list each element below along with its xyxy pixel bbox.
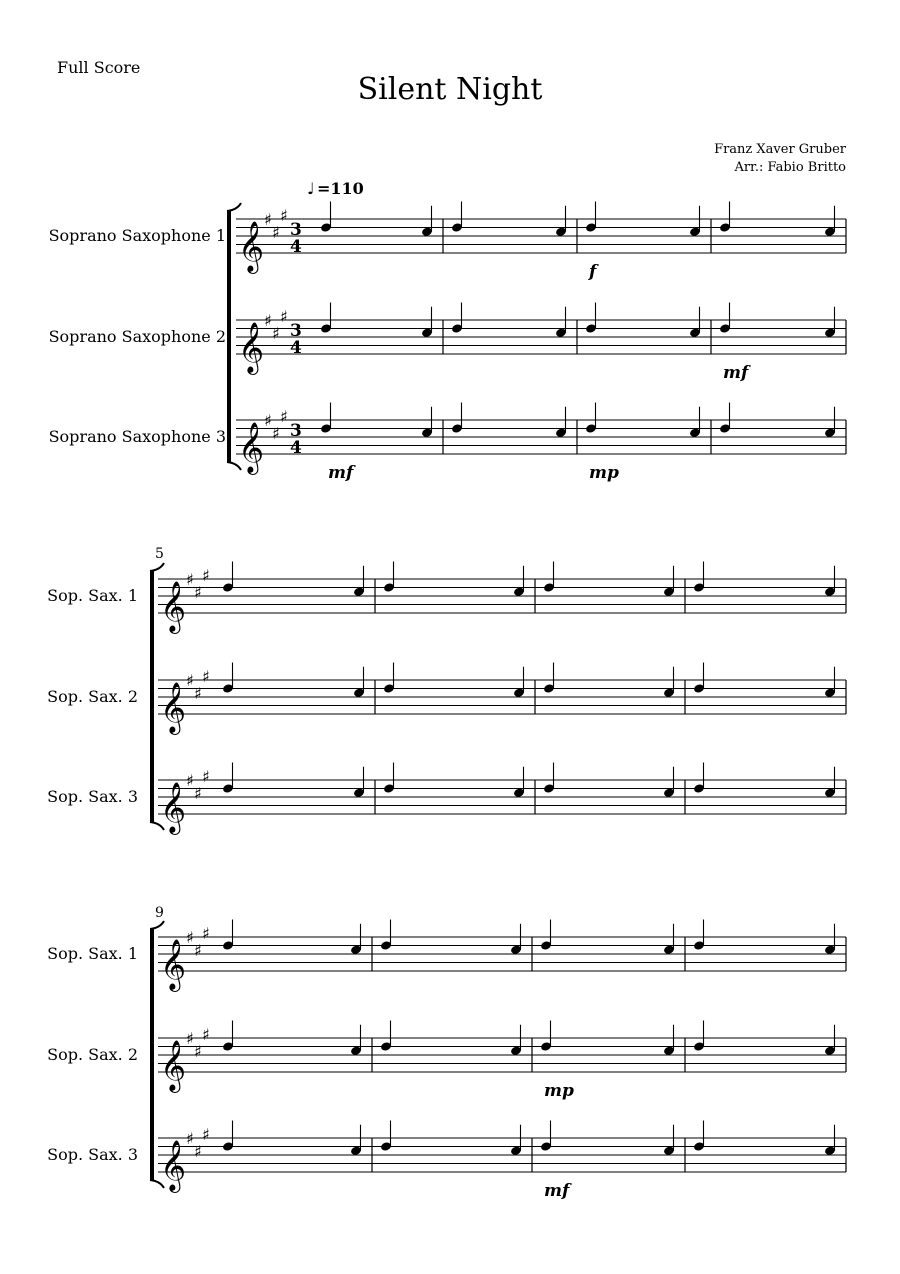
time-signature-bottom: 4 [290, 338, 302, 358]
key-sharp: ♯ [194, 582, 202, 602]
key-sharp: ♯ [202, 1024, 210, 1044]
music-system [49, 202, 846, 484]
dynamic-marking: mp [589, 463, 619, 483]
instrument-name: Soprano Saxophone 1 [48, 226, 226, 245]
staff [49, 407, 846, 475]
score-label: Full Score [57, 58, 141, 77]
dynamic-marking: mf [544, 1181, 570, 1201]
treble-clef: 𝄞 [160, 1140, 187, 1191]
staff [47, 767, 846, 835]
key-sharp: ♯ [272, 222, 280, 242]
staff [47, 667, 846, 735]
staff [47, 924, 846, 992]
instrument-name: Sop. Sax. 1 [47, 944, 138, 963]
key-sharp: ♯ [186, 928, 194, 947]
key-sharp: ♯ [264, 411, 272, 430]
bracket-top-hook [150, 921, 164, 929]
key-sharp: ♯ [280, 306, 288, 326]
treble-clef: 𝄞 [160, 1040, 187, 1091]
dynamic-marking: mf [328, 463, 354, 483]
key-sharp: ♯ [202, 666, 210, 686]
key-sharp: ♯ [186, 1129, 194, 1148]
key-sharp: ♯ [202, 1124, 210, 1144]
instrument-name: Sop. Sax. 3 [47, 1145, 138, 1164]
time-signature-top: 3 [290, 220, 302, 240]
key-sharp: ♯ [264, 210, 272, 229]
key-sharp: ♯ [202, 565, 210, 585]
dynamic-marking: mf [723, 363, 749, 383]
time-signature-bottom: 4 [290, 438, 302, 458]
key-sharp: ♯ [264, 311, 272, 330]
key-sharp: ♯ [186, 771, 194, 790]
key-sharp: ♯ [272, 323, 280, 343]
measure-number: 5 [155, 546, 164, 562]
measure-number: 9 [155, 905, 164, 921]
key-sharp: ♯ [186, 1029, 194, 1048]
instrument-name: Sop. Sax. 3 [47, 787, 138, 806]
treble-clef: 𝄞 [160, 939, 187, 990]
system-bracket [150, 929, 154, 1180]
bracket-top-hook [227, 203, 241, 211]
treble-clef: 𝄞 [238, 322, 265, 373]
key-sharp: ♯ [194, 1141, 202, 1161]
tempo-marking: =110 [317, 179, 364, 198]
treble-clef: 𝄞 [160, 682, 187, 733]
time-signature-bottom: 4 [290, 237, 302, 257]
key-sharp: ♯ [280, 406, 288, 426]
arranger-credit: Arr.: Fabio Britto [734, 160, 846, 175]
key-sharp: ♯ [186, 570, 194, 589]
key-sharp: ♯ [194, 940, 202, 960]
instrument-name: Sop. Sax. 2 [47, 687, 138, 706]
treble-clef: 𝄞 [238, 422, 265, 473]
system-bracket [150, 571, 154, 822]
bracket-top-hook [150, 563, 164, 571]
system-bracket [227, 211, 231, 462]
staff [47, 566, 846, 634]
dynamic-marking: mp [544, 1081, 574, 1101]
staff [47, 1125, 846, 1193]
treble-clef: 𝄞 [160, 782, 187, 833]
key-sharp: ♯ [202, 923, 210, 943]
music-system [47, 905, 846, 1201]
instrument-name: Soprano Saxophone 2 [48, 327, 226, 346]
instrument-name: Soprano Saxophone 3 [48, 427, 226, 446]
instrument-name: Sop. Sax. 1 [47, 586, 138, 605]
key-sharp: ♯ [194, 783, 202, 803]
key-sharp: ♯ [194, 683, 202, 703]
time-signature-top: 3 [290, 421, 302, 441]
page-title: Silent Night [357, 72, 543, 107]
key-sharp: ♯ [186, 671, 194, 690]
key-sharp: ♯ [280, 205, 288, 225]
staff [49, 206, 846, 274]
treble-clef: 𝄞 [238, 221, 265, 272]
composer-credit: Franz Xaver Gruber [714, 142, 846, 157]
time-signature-top: 3 [290, 321, 302, 341]
music-system [47, 546, 846, 835]
staff [47, 1025, 846, 1093]
key-sharp: ♯ [194, 1041, 202, 1061]
treble-clef: 𝄞 [160, 581, 187, 632]
dynamic-marking: f [589, 262, 597, 282]
key-sharp: ♯ [202, 766, 210, 786]
instrument-name: Sop. Sax. 2 [47, 1045, 138, 1064]
key-sharp: ♯ [272, 423, 280, 443]
tempo-note: ♩ [307, 179, 315, 198]
